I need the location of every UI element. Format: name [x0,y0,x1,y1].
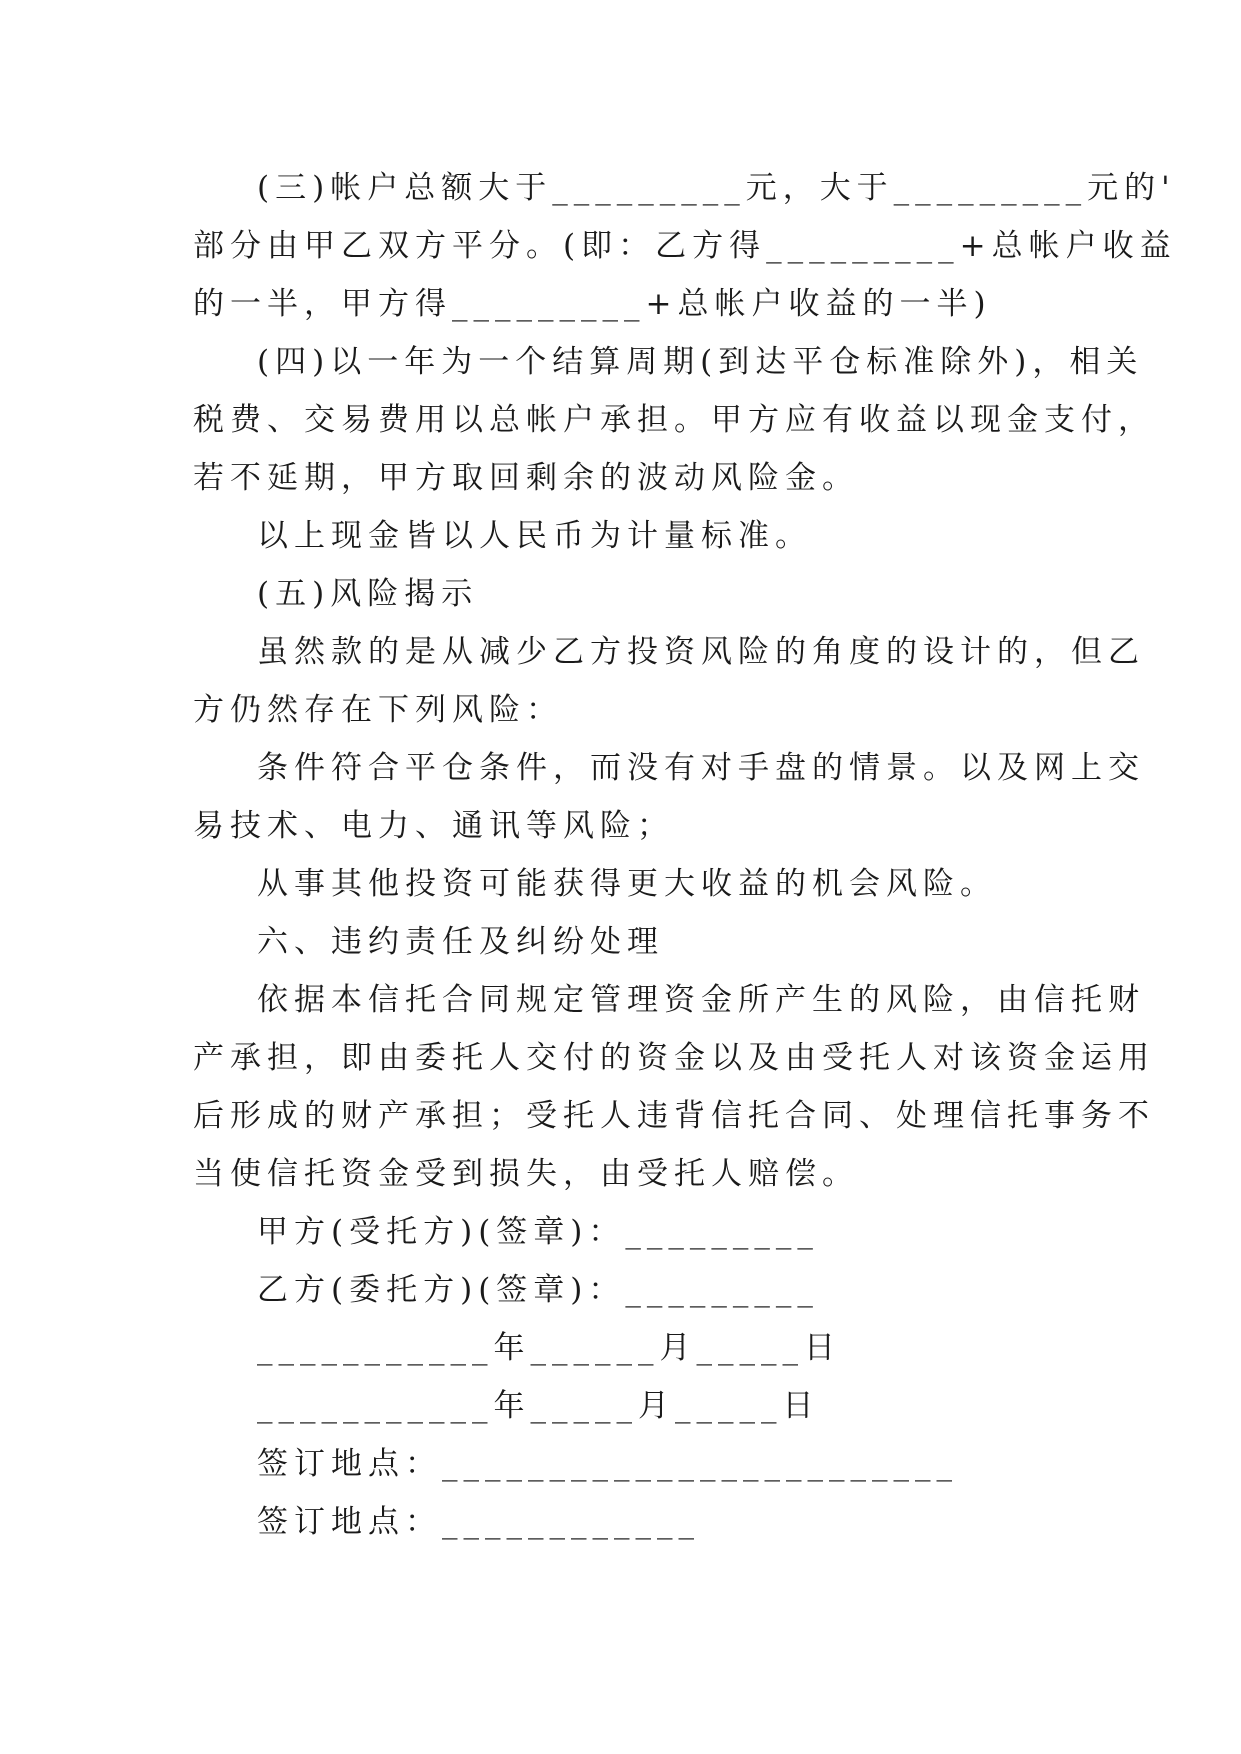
party-b-signature: 乙方(委托方)(签章)：_________ [257,1272,819,1308]
party-a-signature: 甲方(受托方)(签章)：_________ [257,1214,819,1250]
clause-3-line-2: 部分由甲乙双方平分。(即：乙方得_________+总帐户收益 [193,228,1177,264]
section-6-heading: 六、违约责任及纠纷处理 [257,924,664,960]
currency-note: 以上现金皆以人民币为计量标准。 [257,518,812,554]
clause-4-line-3: 若不延期，甲方取回剩余的波动风险金。 [193,460,859,496]
section-6-line-2: 产承担，即由委托人交付的资金以及由受托人对该资金运用 [193,1040,1155,1076]
clause-3-line-1: (三)帐户总额大于_________元，大于_________元的' [257,170,1176,206]
signing-place-1: 签订地点：________________________ [257,1446,958,1482]
section-6-line-4: 当使信托资金受到损失，由受托人赔偿。 [193,1156,859,1192]
date-line-1: ___________年______月_____日 [257,1330,841,1366]
risk-item-1-line-1: 条件符合平仓条件，而没有对手盘的情景。以及网上交 [257,750,1145,786]
risk-item-1-line-2: 易技术、电力、通讯等风险； [193,808,674,844]
clause-5-heading: (五)风险揭示 [257,576,479,612]
section-6-line-1: 依据本信托合同规定管理资金所产生的风险，由信托财 [257,982,1145,1018]
clause-4-line-1: (四)以一年为一个结算周期(到达平仓标准除外)，相关 [257,344,1144,380]
clause-3-line-3: 的一半，甲方得_________+总帐户收益的一半) [193,286,992,322]
section-6-line-3: 后形成的财产承担；受托人违背信托合同、处理信托事务不 [193,1098,1155,1134]
risk-intro-line-1: 虽然款的是从减少乙方投资风险的角度的设计的，但乙 [257,634,1145,670]
risk-item-2: 从事其他投资可能获得更大收益的机会风险。 [257,866,997,902]
risk-intro-line-2: 方仍然存在下列风险： [193,692,563,728]
signing-place-2: 签订地点：____________ [257,1504,700,1540]
date-line-2: ___________年_____月_____日 [257,1388,820,1424]
clause-4-line-2: 税费、交易费用以总帐户承担。甲方应有收益以现金支付， [193,402,1155,438]
